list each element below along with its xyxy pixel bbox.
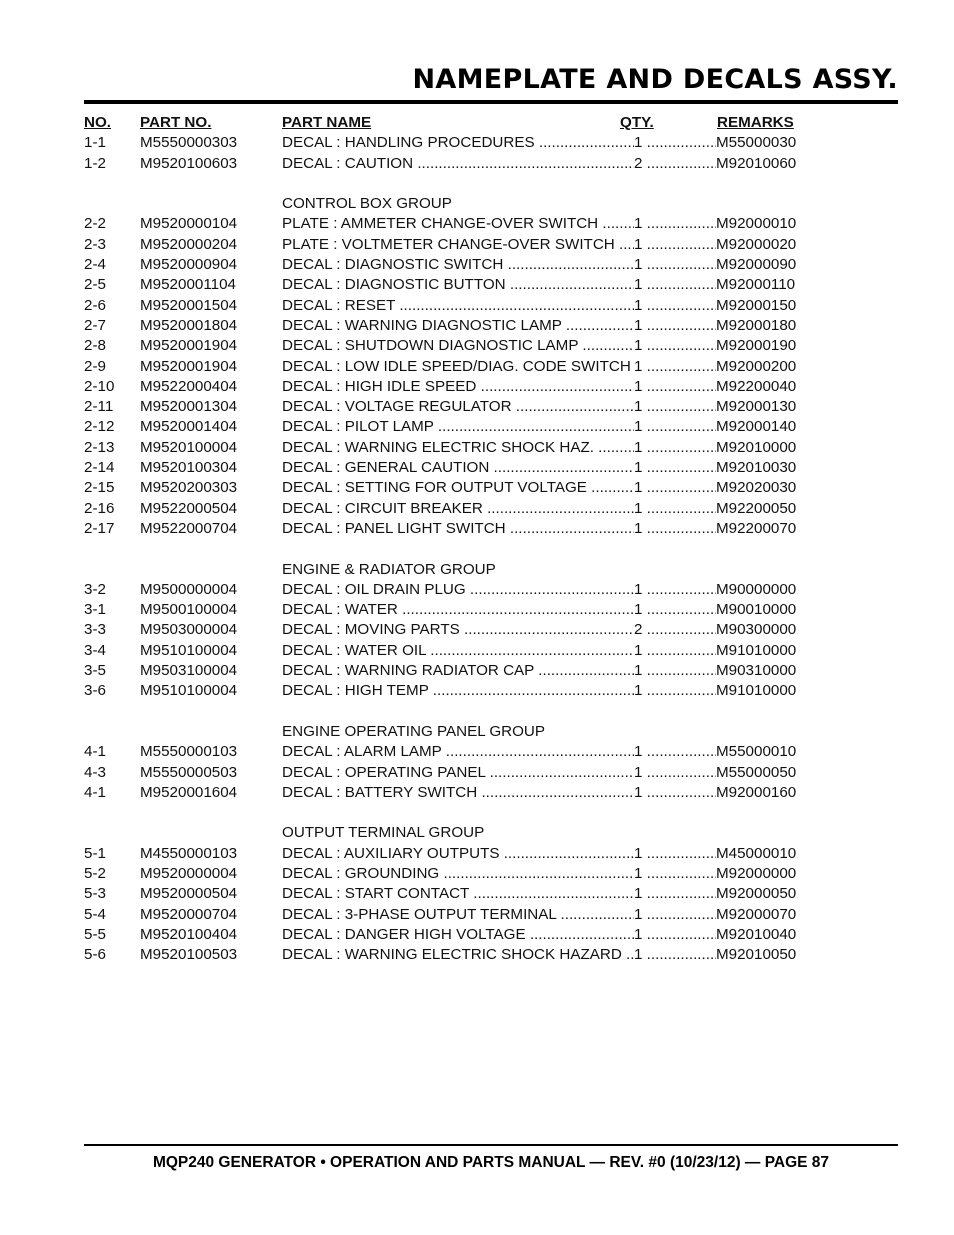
part-name bbox=[282, 783, 634, 803]
remarks: M45000010 bbox=[716, 844, 797, 862]
quantity-text: 1 ..... bbox=[634, 337, 716, 354]
footer-rule bbox=[84, 1144, 898, 1146]
part-number: M9520100304 bbox=[140, 459, 238, 477]
quantity-text: 2 ..... bbox=[634, 155, 716, 172]
item-number: 5-3 bbox=[84, 885, 106, 903]
part-name bbox=[282, 235, 634, 255]
quantity-text: 1 ..... bbox=[634, 378, 716, 395]
part-name bbox=[282, 499, 634, 519]
quantity bbox=[634, 905, 716, 925]
group-heading: ENGINE & RADIATOR GROUP bbox=[282, 560, 496, 578]
item-number: 3-4 bbox=[84, 641, 106, 659]
quantity bbox=[634, 925, 716, 945]
item-number: 2-11 bbox=[84, 398, 114, 416]
item-number: 2-13 bbox=[84, 438, 115, 456]
quantity-text: 1 ..... bbox=[634, 297, 716, 314]
quantity-text: 1 ..... bbox=[634, 256, 716, 273]
part-name-text: DECAL : PANEL LIGHT SWITCH ..... bbox=[282, 520, 634, 537]
part-name bbox=[282, 377, 634, 397]
quantity bbox=[634, 133, 716, 153]
part-number: M5550000303 bbox=[140, 134, 238, 152]
item-number: 5-6 bbox=[84, 946, 106, 964]
part-name-text: DECAL : SETTING FOR OUTPUT VOLTAGE ..... bbox=[282, 479, 634, 496]
item-number: 2-17 bbox=[84, 519, 115, 537]
part-row bbox=[84, 600, 796, 620]
quantity bbox=[634, 275, 716, 295]
quantity-text: 1 ..... bbox=[634, 581, 716, 598]
part-row bbox=[84, 377, 796, 397]
part-name bbox=[282, 397, 634, 417]
part-name bbox=[282, 296, 634, 316]
part-name bbox=[282, 905, 634, 925]
spacer-row bbox=[84, 174, 796, 194]
part-row bbox=[84, 154, 796, 174]
part-row bbox=[84, 864, 796, 884]
part-name bbox=[282, 316, 634, 336]
item-number: 2-8 bbox=[84, 337, 106, 355]
item-number: 5-1 bbox=[84, 844, 106, 862]
part-name bbox=[282, 844, 634, 864]
remarks: M92200050 bbox=[716, 499, 797, 517]
item-number: 5-2 bbox=[84, 864, 106, 882]
part-name-text: DECAL : WATER ..... bbox=[282, 601, 634, 618]
part-row bbox=[84, 458, 796, 478]
remarks: M92020030 bbox=[716, 479, 797, 497]
remarks: M92000180 bbox=[716, 316, 797, 334]
quantity-text: 1 ..... bbox=[634, 317, 716, 334]
part-row bbox=[84, 357, 796, 377]
part-row bbox=[84, 397, 796, 417]
part-row bbox=[84, 296, 796, 316]
item-number: 2-4 bbox=[84, 256, 106, 274]
quantity-text: 1 ..... bbox=[634, 520, 716, 537]
part-row bbox=[84, 763, 796, 783]
part-row bbox=[84, 275, 796, 295]
quantity bbox=[634, 620, 716, 640]
group-heading: CONTROL BOX GROUP bbox=[282, 195, 452, 213]
header-remarks: REMARKS bbox=[717, 114, 794, 131]
quantity-text: 1 ..... bbox=[634, 764, 716, 781]
header-part-name: PART NAME bbox=[282, 114, 372, 131]
quantity bbox=[634, 478, 716, 498]
quantity-text: 1 ..... bbox=[634, 479, 716, 496]
item-number: 2-10 bbox=[84, 377, 115, 395]
part-name-text: DECAL : ALARM LAMP ..... bbox=[282, 743, 634, 760]
part-row bbox=[84, 133, 796, 153]
part-name-text: DECAL : DIAGNOSTIC BUTTON ..... bbox=[282, 276, 634, 293]
part-row bbox=[84, 499, 796, 519]
part-number: M9503000004 bbox=[140, 621, 238, 639]
part-name-text: DECAL : OIL DRAIN PLUG ..... bbox=[282, 581, 634, 598]
part-number: M4550000103 bbox=[140, 844, 238, 862]
part-number: M9500100004 bbox=[140, 601, 238, 619]
part-row bbox=[84, 905, 796, 925]
remarks: M92010060 bbox=[716, 154, 797, 172]
part-name-text: DECAL : WARNING RADIATOR CAP ..... bbox=[282, 662, 634, 679]
quantity-text: 1 ..... bbox=[634, 885, 716, 902]
part-name-text: DECAL : HANDLING PROCEDURES ..... bbox=[282, 134, 634, 151]
group-heading-row bbox=[84, 823, 796, 843]
item-number: 1-1 bbox=[84, 134, 106, 152]
item-number: 3-6 bbox=[84, 682, 106, 700]
quantity-text: 1 ..... bbox=[634, 276, 716, 293]
group-heading-row bbox=[84, 722, 796, 742]
part-name bbox=[282, 478, 634, 498]
quantity-text: 1 ..... bbox=[634, 743, 716, 760]
item-number: 2-7 bbox=[84, 316, 106, 334]
quantity-text: 1 ..... bbox=[634, 845, 716, 862]
remarks: M92010000 bbox=[716, 438, 797, 456]
part-row bbox=[84, 417, 796, 437]
part-name-text: DECAL : 3-PHASE OUTPUT TERMINAL ..... bbox=[282, 906, 634, 923]
part-number: M9520200303 bbox=[140, 479, 238, 497]
quantity bbox=[634, 884, 716, 904]
part-name-text: DECAL : WARNING ELECTRIC SHOCK HAZARD ..... bbox=[282, 946, 634, 963]
item-number: 4-1 bbox=[84, 783, 106, 801]
remarks: M90310000 bbox=[716, 662, 797, 680]
part-row bbox=[84, 478, 796, 498]
part-name-text: DECAL : SHUTDOWN DIAGNOSTIC LAMP ..... bbox=[282, 337, 634, 354]
quantity bbox=[634, 945, 716, 965]
part-name bbox=[282, 661, 634, 681]
remarks: M92000140 bbox=[716, 418, 797, 436]
quantity-text: 1 ..... bbox=[634, 134, 716, 151]
item-number: 3-2 bbox=[84, 580, 106, 598]
item-number: 2-16 bbox=[84, 499, 115, 517]
quantity bbox=[634, 763, 716, 783]
quantity bbox=[634, 681, 716, 701]
remarks: M90300000 bbox=[716, 621, 797, 639]
remarks: M92010030 bbox=[716, 459, 797, 477]
quantity bbox=[634, 458, 716, 478]
spacer-row bbox=[84, 702, 796, 722]
part-name-text: DECAL : HIGH TEMP ..... bbox=[282, 682, 634, 699]
remarks: M55000050 bbox=[716, 763, 797, 781]
part-name-text: DECAL : DIAGNOSTIC SWITCH ..... bbox=[282, 256, 634, 273]
part-name bbox=[282, 763, 634, 783]
part-name-text: DECAL : DANGER HIGH VOLTAGE ..... bbox=[282, 926, 634, 943]
remarks: M90000000 bbox=[716, 580, 797, 598]
quantity-text: 1 ..... bbox=[634, 398, 716, 415]
quantity bbox=[634, 844, 716, 864]
remarks: M92000200 bbox=[716, 357, 797, 375]
remarks: M92000020 bbox=[716, 235, 797, 253]
part-row bbox=[84, 336, 796, 356]
remarks: M92000160 bbox=[716, 783, 797, 801]
quantity-text: 1 ..... bbox=[634, 642, 716, 659]
part-number: M9522000504 bbox=[140, 499, 238, 517]
part-row bbox=[84, 214, 796, 234]
part-name bbox=[282, 357, 634, 377]
quantity-text: 1 ..... bbox=[634, 662, 716, 679]
part-name-text: DECAL : BATTERY SWITCH ..... bbox=[282, 784, 634, 801]
part-number: M9522000404 bbox=[140, 377, 238, 395]
part-name bbox=[282, 214, 634, 234]
remarks: M92000130 bbox=[716, 398, 797, 416]
part-name-text: PLATE : AMMETER CHANGE-OVER SWITCH ..... bbox=[282, 215, 634, 232]
part-number: M9500000004 bbox=[140, 580, 238, 598]
group-heading-row bbox=[84, 560, 796, 580]
part-name-text: DECAL : MOVING PARTS ..... bbox=[282, 621, 634, 638]
quantity bbox=[634, 397, 716, 417]
parts-list bbox=[84, 113, 796, 965]
group-heading-row bbox=[84, 194, 796, 214]
remarks: M90010000 bbox=[716, 601, 797, 619]
group-heading: ENGINE OPERATING PANEL GROUP bbox=[282, 722, 546, 740]
part-name bbox=[282, 336, 634, 356]
part-name-text: DECAL : OPERATING PANEL ..... bbox=[282, 764, 634, 781]
quantity bbox=[634, 417, 716, 437]
quantity-text: 2 ..... bbox=[634, 621, 716, 638]
part-number: M9510100004 bbox=[140, 641, 238, 659]
part-name bbox=[282, 458, 634, 478]
part-row bbox=[84, 925, 796, 945]
part-number: M9520100503 bbox=[140, 946, 238, 964]
item-number: 1-2 bbox=[84, 154, 106, 172]
remarks: M91010000 bbox=[716, 641, 797, 659]
part-number: M9520100603 bbox=[140, 154, 238, 172]
remarks: M92000110 bbox=[716, 276, 796, 294]
part-name bbox=[282, 519, 634, 539]
remarks: M92010050 bbox=[716, 946, 797, 964]
quantity-text: 1 ..... bbox=[634, 784, 716, 801]
part-number: M5550000103 bbox=[140, 743, 238, 761]
quantity bbox=[634, 235, 716, 255]
item-number: 2-9 bbox=[84, 357, 106, 375]
quantity bbox=[634, 316, 716, 336]
quantity bbox=[634, 499, 716, 519]
part-name-text: DECAL : AUXILIARY OUTPUTS ..... bbox=[282, 845, 634, 862]
spacer-row bbox=[84, 803, 796, 823]
part-name-text: DECAL : CIRCUIT BREAKER ..... bbox=[282, 500, 634, 517]
item-number: 3-3 bbox=[84, 621, 106, 639]
part-name-text: DECAL : VOLTAGE REGULATOR ..... bbox=[282, 398, 634, 415]
part-row bbox=[84, 783, 796, 803]
part-number: M9520001904 bbox=[140, 357, 238, 375]
part-name-text: DECAL : HIGH IDLE SPEED ..... bbox=[282, 378, 634, 395]
item-number: 2-6 bbox=[84, 296, 106, 314]
part-name bbox=[282, 925, 634, 945]
part-number: M9520001404 bbox=[140, 418, 238, 436]
quantity-text: 1 ..... bbox=[634, 236, 716, 253]
part-name bbox=[282, 884, 634, 904]
item-number: 4-3 bbox=[84, 763, 106, 781]
part-number: M9522000704 bbox=[140, 519, 238, 537]
item-number: 3-1 bbox=[84, 601, 106, 619]
part-row bbox=[84, 580, 796, 600]
part-name bbox=[282, 864, 634, 884]
quantity bbox=[634, 519, 716, 539]
item-number: 4-1 bbox=[84, 743, 106, 761]
part-row bbox=[84, 945, 796, 965]
item-number: 2-2 bbox=[84, 215, 106, 233]
quantity bbox=[634, 600, 716, 620]
remarks: M92000070 bbox=[716, 905, 797, 923]
part-name bbox=[282, 275, 634, 295]
part-number: M9520000504 bbox=[140, 885, 238, 903]
quantity-text: 1 ..... bbox=[634, 682, 716, 699]
part-name-text: DECAL : GROUNDING ..... bbox=[282, 865, 634, 882]
part-row bbox=[84, 620, 796, 640]
title-rule bbox=[84, 100, 898, 104]
part-number: M9520001904 bbox=[140, 337, 238, 355]
quantity-text: 1 ..... bbox=[634, 500, 716, 517]
quantity bbox=[634, 377, 716, 397]
quantity-text: 1 ..... bbox=[634, 865, 716, 882]
quantity bbox=[634, 641, 716, 661]
quantity bbox=[634, 357, 716, 377]
part-name-text: PLATE : VOLTMETER CHANGE-OVER SWITCH ..... bbox=[282, 236, 634, 253]
part-name-text: DECAL : PILOT LAMP ..... bbox=[282, 418, 634, 435]
remarks: M92000000 bbox=[716, 864, 797, 882]
quantity bbox=[634, 864, 716, 884]
part-name-text: DECAL : START CONTACT ..... bbox=[282, 885, 634, 902]
part-name-text: DECAL : WARNING ELECTRIC SHOCK HAZ. ..... bbox=[282, 439, 634, 456]
part-row bbox=[84, 742, 796, 762]
part-name bbox=[282, 417, 634, 437]
page-title: NAMEPLATE AND DECALS ASSY. bbox=[412, 64, 898, 95]
quantity-text: 1 ..... bbox=[634, 215, 716, 232]
remarks: M91010000 bbox=[716, 682, 797, 700]
part-number: M9520001804 bbox=[140, 316, 238, 334]
part-row bbox=[84, 681, 796, 701]
part-name bbox=[282, 154, 634, 174]
quantity bbox=[634, 580, 716, 600]
part-number: M9520100404 bbox=[140, 925, 238, 943]
quantity-text: 1 ..... bbox=[634, 946, 716, 963]
part-number: M9520000004 bbox=[140, 864, 238, 882]
part-row bbox=[84, 661, 796, 681]
quantity bbox=[634, 296, 716, 316]
remarks: M55000010 bbox=[716, 743, 797, 761]
item-number: 3-5 bbox=[84, 662, 106, 680]
part-number: M9520000104 bbox=[140, 215, 238, 233]
part-row bbox=[84, 235, 796, 255]
quantity bbox=[634, 742, 716, 762]
quantity-text: 1 ..... bbox=[634, 439, 716, 456]
remarks: M92000090 bbox=[716, 256, 797, 274]
quantity bbox=[634, 214, 716, 234]
remarks: M55000030 bbox=[716, 134, 797, 152]
quantity bbox=[634, 255, 716, 275]
part-number: M9520100004 bbox=[140, 438, 238, 456]
remarks: M92010040 bbox=[716, 925, 797, 943]
part-name-text: DECAL : GENERAL CAUTION ..... bbox=[282, 459, 634, 476]
remarks: M92000190 bbox=[716, 337, 797, 355]
quantity bbox=[634, 154, 716, 174]
part-name-text: DECAL : WARNING DIAGNOSTIC LAMP ..... bbox=[282, 317, 634, 334]
item-number: 2-14 bbox=[84, 459, 115, 477]
remarks: M92200040 bbox=[716, 377, 797, 395]
item-number: 5-4 bbox=[84, 905, 106, 923]
quantity-text: 1 ..... bbox=[634, 601, 716, 618]
quantity bbox=[634, 661, 716, 681]
part-row bbox=[84, 884, 796, 904]
part-name bbox=[282, 681, 634, 701]
part-number: M9520001604 bbox=[140, 783, 238, 801]
remarks: M92000010 bbox=[716, 215, 797, 233]
part-name-text: DECAL : RESET ..... bbox=[282, 297, 634, 314]
part-row bbox=[84, 255, 796, 275]
quantity bbox=[634, 783, 716, 803]
part-row bbox=[84, 438, 796, 458]
remarks: M92000150 bbox=[716, 296, 797, 314]
part-row bbox=[84, 844, 796, 864]
part-number: M9520001104 bbox=[140, 276, 236, 294]
part-number: M9503100004 bbox=[140, 662, 238, 680]
part-number: M9510100004 bbox=[140, 682, 238, 700]
part-number: M9520000704 bbox=[140, 905, 238, 923]
part-number: M9520001504 bbox=[140, 296, 238, 314]
part-name bbox=[282, 580, 634, 600]
part-name bbox=[282, 620, 634, 640]
item-number: 2-5 bbox=[84, 276, 106, 294]
item-number: 2-15 bbox=[84, 479, 115, 497]
part-row bbox=[84, 641, 796, 661]
quantity-text: 1 ..... bbox=[634, 418, 716, 435]
part-number: M9520001304 bbox=[140, 398, 238, 416]
item-number: 5-5 bbox=[84, 925, 106, 943]
part-name-text: DECAL : CAUTION ..... bbox=[282, 155, 634, 172]
item-number: 2-3 bbox=[84, 235, 106, 253]
part-row bbox=[84, 519, 796, 539]
part-row bbox=[84, 316, 796, 336]
header-no: NO. bbox=[84, 114, 112, 131]
group-heading: OUTPUT TERMINAL GROUP bbox=[282, 824, 485, 842]
header-part-no: PART NO. bbox=[140, 114, 212, 131]
part-name bbox=[282, 133, 634, 153]
part-name bbox=[282, 641, 634, 661]
remarks: M92200070 bbox=[716, 519, 797, 537]
page-footer: MQP240 GENERATOR • OPERATION AND PARTS MANUAL — REV. #0 (10/23/12) — PAGE 87 bbox=[152, 1154, 830, 1171]
part-name bbox=[282, 438, 634, 458]
remarks: M92000050 bbox=[716, 885, 797, 903]
part-number: M9520000904 bbox=[140, 256, 238, 274]
quantity-text: 1 ..... bbox=[634, 906, 716, 923]
quantity bbox=[634, 438, 716, 458]
quantity-text: 1 ..... bbox=[634, 926, 716, 943]
part-name bbox=[282, 742, 634, 762]
part-number: M5550000503 bbox=[140, 763, 238, 781]
item-number: 2-12 bbox=[84, 418, 115, 436]
part-name bbox=[282, 945, 634, 965]
part-number: M9520000204 bbox=[140, 235, 238, 253]
quantity-text: 1 ..... bbox=[634, 358, 716, 375]
part-name bbox=[282, 600, 634, 620]
part-name bbox=[282, 255, 634, 275]
quantity-text: 1 ..... bbox=[634, 459, 716, 476]
part-name-text: DECAL : WATER OIL ..... bbox=[282, 642, 634, 659]
spacer-row bbox=[84, 539, 796, 559]
part-name-text: DECAL : LOW IDLE SPEED/DIAG. CODE SWITCH ..... bbox=[282, 358, 634, 375]
quantity bbox=[634, 336, 716, 356]
header-qty: QTY. bbox=[620, 114, 654, 131]
parts-list-header bbox=[84, 113, 796, 133]
